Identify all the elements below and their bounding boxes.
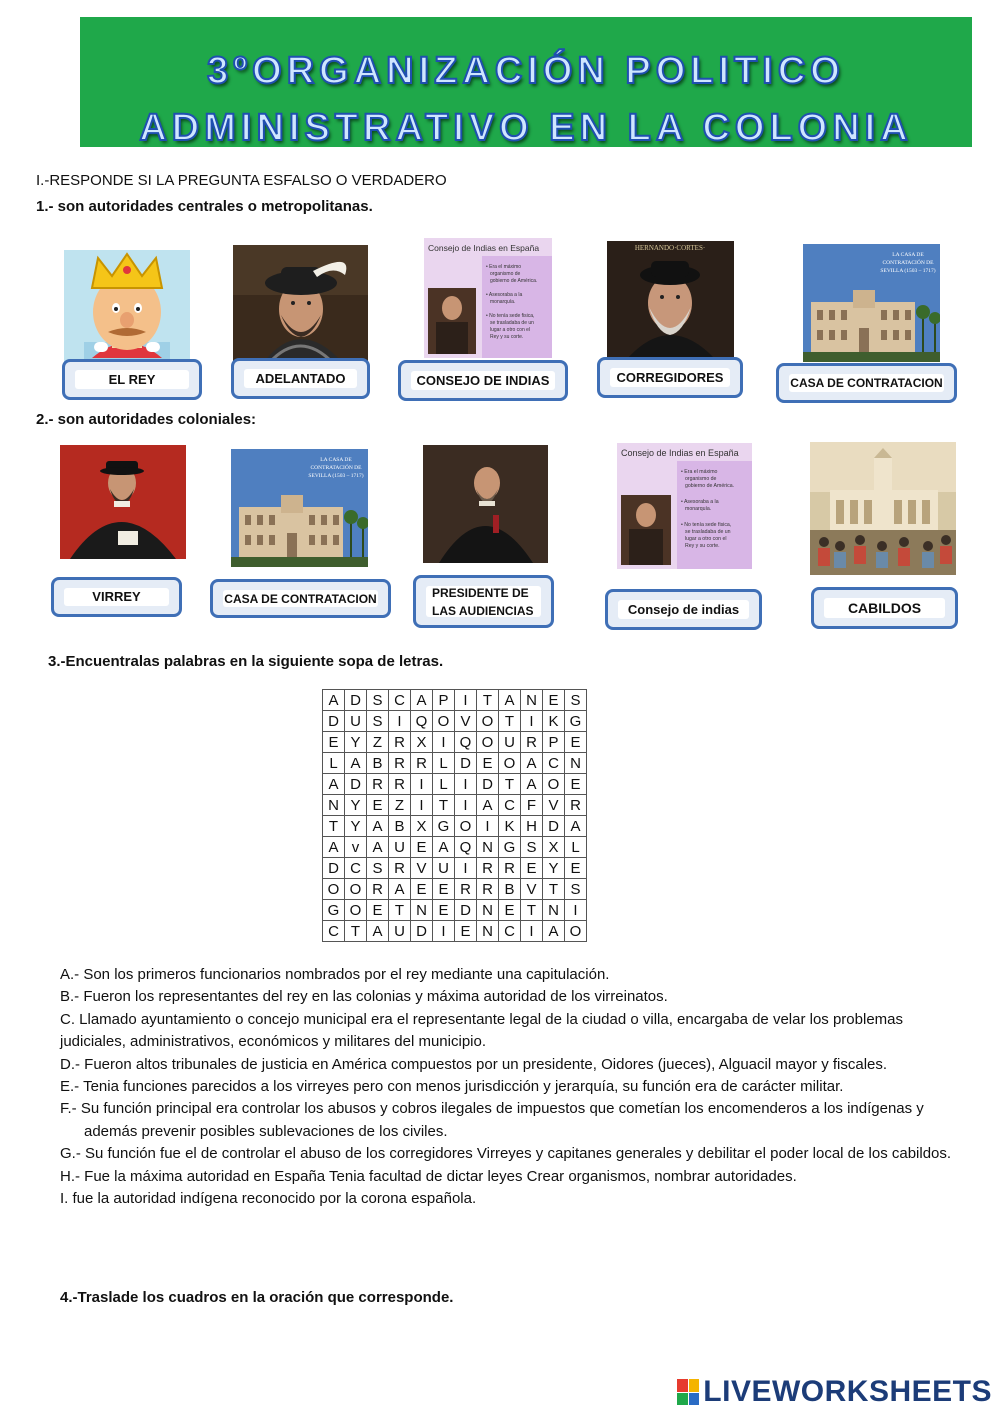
svg-text:• Era el máximo: • Era el máximo: [486, 264, 522, 270]
question-2: 2.- son autoridades coloniales:: [36, 411, 257, 428]
grid-cell[interactable]: X: [543, 837, 565, 858]
grid-cell[interactable]: O: [477, 711, 499, 732]
grid-cell[interactable]: N: [477, 900, 499, 921]
grid-row: [323, 732, 587, 753]
grid-cell[interactable]: C: [345, 858, 367, 879]
definition-i: I. fue la autoridad indígena reconocido por la corona española.: [60, 1190, 477, 1208]
grid-cell[interactable]: X: [411, 732, 433, 753]
grid-cell[interactable]: Y: [345, 816, 367, 837]
conquistador-portrait-image: [233, 245, 368, 363]
grid-cell[interactable]: Y: [345, 795, 367, 816]
grid-cell[interactable]: E: [565, 858, 587, 879]
grid-cell[interactable]: R: [455, 879, 477, 900]
label-line-2: LAS AUDIENCIAS: [432, 603, 534, 618]
grid-cell[interactable]: R: [367, 774, 389, 795]
grid-cell[interactable]: O: [455, 816, 477, 837]
grid-cell[interactable]: R: [477, 879, 499, 900]
grid-cell[interactable]: V: [521, 879, 543, 900]
grid-cell[interactable]: O: [543, 774, 565, 795]
grid-cell[interactable]: D: [345, 690, 367, 711]
grid-cell[interactable]: L: [323, 753, 345, 774]
label-box-cabildos[interactable]: CABILDOS: [811, 587, 958, 629]
svg-text:se trasladaba de un: se trasladaba de un: [685, 529, 731, 535]
grid-cell[interactable]: O: [345, 879, 367, 900]
grid-cell[interactable]: D: [455, 900, 477, 921]
label-box-casa-de-contratacion[interactable]: CASA DE CONTRATACION: [776, 363, 957, 403]
grid-cell[interactable]: I: [455, 795, 477, 816]
definition-f: F.- Su función principal era controlar los abusos y cobros ilegales de impuestos que cometían los encomenderos a los indígenas y además prevenir posibles sublevaciones de los civiles.: [60, 1100, 924, 1140]
definition-g: G.- Su función fue el de controlar el abuso de los corregidores Virreyes y capitanes generales y debilitar el poder local de los cabildos.: [60, 1145, 952, 1163]
grid-cell[interactable]: v: [345, 837, 367, 858]
grid-cell[interactable]: R: [565, 795, 587, 816]
grid-cell[interactable]: E: [455, 921, 477, 942]
svg-text:gobierno de América.: gobierno de América.: [490, 278, 538, 284]
svg-text:monarquía.: monarquía.: [490, 299, 516, 305]
grid-cell[interactable]: S: [367, 858, 389, 879]
grid-cell[interactable]: I: [433, 921, 455, 942]
label-box-el-rey[interactable]: EL REY: [62, 359, 202, 400]
definition-b: B.- Fueron los representantes del rey en las colonias y máxima autoridad de los virreinatos.: [60, 988, 668, 1006]
grid-cell[interactable]: T: [345, 921, 367, 942]
grid-cell[interactable]: Q: [411, 711, 433, 732]
grid-cell[interactable]: R: [477, 858, 499, 879]
grid-cell[interactable]: I: [565, 900, 587, 921]
grid-cell[interactable]: P: [543, 732, 565, 753]
grid-cell[interactable]: C: [499, 795, 521, 816]
svg-text:gobierno de América.: gobierno de América.: [685, 483, 735, 489]
grid-cell[interactable]: I: [411, 774, 433, 795]
svg-text:organismo de: organismo de: [685, 476, 717, 482]
grid-cell[interactable]: E: [477, 753, 499, 774]
title-line-1: 3ºORGANIZACIÓN POLITICO: [207, 50, 845, 92]
grid-cell[interactable]: D: [345, 774, 367, 795]
grid-cell[interactable]: G: [323, 900, 345, 921]
grid-cell[interactable]: A: [521, 774, 543, 795]
grid-cell[interactable]: A: [499, 690, 521, 711]
grid-cell[interactable]: C: [389, 690, 411, 711]
question-4: 4.-Traslade los cuadros en la oración que corresponde.: [60, 1289, 454, 1306]
grid-cell[interactable]: E: [499, 900, 521, 921]
svg-text:• No tenía sede fisica,: • No tenía sede fisica,: [681, 522, 732, 528]
svg-text:monarquía.: monarquía.: [685, 506, 712, 512]
svg-text:lugar a otro con el: lugar a otro con el: [685, 536, 727, 542]
label-box-adelantado[interactable]: ADELANTADO: [231, 358, 370, 399]
cortes-portrait-image: [607, 241, 734, 359]
grid-cell[interactable]: A: [367, 837, 389, 858]
grid-cell[interactable]: F: [521, 795, 543, 816]
grid-cell[interactable]: Q: [455, 732, 477, 753]
grid-cell[interactable]: E: [565, 774, 587, 795]
grid-cell[interactable]: A: [521, 753, 543, 774]
grid-cell[interactable]: L: [433, 753, 455, 774]
grid-cell[interactable]: S: [565, 690, 587, 711]
grid-cell[interactable]: R: [521, 732, 543, 753]
svg-text:organismo de: organismo de: [490, 271, 521, 277]
grid-cell[interactable]: D: [323, 711, 345, 732]
consejo-indias-slide-1: [424, 238, 552, 358]
grid-cell[interactable]: D: [477, 774, 499, 795]
grid-cell[interactable]: E: [323, 732, 345, 753]
grid-cell[interactable]: U: [345, 711, 367, 732]
definition-a: A.- Son los primeros funcionarios nombrados por el rey mediante una capitulación.: [60, 966, 610, 983]
instruction: I.-RESPONDE SI LA PREGUNTA ESFALSO O VERDADERO: [36, 172, 447, 189]
grid-cell[interactable]: A: [477, 795, 499, 816]
grid-row: [323, 921, 587, 942]
grid-cell[interactable]: L: [565, 837, 587, 858]
grid-cell[interactable]: G: [499, 837, 521, 858]
grid-cell[interactable]: D: [323, 858, 345, 879]
grid-cell[interactable]: V: [543, 795, 565, 816]
grid-row: [323, 795, 587, 816]
grid-cell[interactable]: T: [477, 690, 499, 711]
grid-cell[interactable]: A: [433, 837, 455, 858]
svg-text:se trasladaba de un: se trasladaba de un: [490, 320, 534, 326]
svg-text:• Asesoraba a la: • Asesoraba a la: [681, 499, 719, 505]
svg-text:• No tenía sede fisica,: • No tenía sede fisica,: [486, 313, 535, 319]
grid-cell[interactable]: E: [543, 690, 565, 711]
grid-cell[interactable]: V: [455, 711, 477, 732]
grid-cell[interactable]: Z: [367, 732, 389, 753]
grid-cell[interactable]: O: [565, 921, 587, 942]
grid-row: [323, 816, 587, 837]
grid-cell[interactable]: E: [565, 732, 587, 753]
grid-cell[interactable]: T: [323, 816, 345, 837]
cabildo-painting-image: [810, 442, 956, 575]
grid-cell[interactable]: S: [521, 837, 543, 858]
grid-cell[interactable]: K: [543, 711, 565, 732]
grid-cell[interactable]: G: [565, 711, 587, 732]
grid-cell[interactable]: A: [323, 774, 345, 795]
title-banner: [80, 17, 972, 147]
grid-cell[interactable]: A: [367, 921, 389, 942]
svg-text:CONTRATACIÓN DE: CONTRATACIÓN DE: [882, 260, 934, 266]
grid-cell[interactable]: R: [389, 774, 411, 795]
grid-cell[interactable]: Y: [543, 858, 565, 879]
grid-cell[interactable]: R: [367, 879, 389, 900]
king-cartoon-image: [64, 250, 190, 363]
grid-cell[interactable]: P: [433, 690, 455, 711]
grid-cell[interactable]: T: [499, 774, 521, 795]
grid-cell[interactable]: N: [521, 690, 543, 711]
grid-cell[interactable]: N: [565, 753, 587, 774]
grid-cell[interactable]: A: [543, 921, 565, 942]
grid-cell[interactable]: R: [411, 753, 433, 774]
grid-cell[interactable]: N: [477, 921, 499, 942]
grid-cell[interactable]: I: [389, 711, 411, 732]
grid-cell[interactable]: O: [323, 879, 345, 900]
grid-cell[interactable]: D: [543, 816, 565, 837]
grid-cell[interactable]: N: [323, 795, 345, 816]
building-caption-1: LA CASA DE: [892, 252, 924, 258]
question-3: 3.-Encuentralas palabras en la siguiente sopa de letras.: [48, 653, 444, 670]
grid-cell[interactable]: I: [477, 816, 499, 837]
svg-text:Rey y su corte.: Rey y su corte.: [685, 543, 720, 549]
grid-row: [323, 837, 587, 858]
grid-row: [323, 879, 587, 900]
grid-cell[interactable]: R: [389, 753, 411, 774]
grid-cell[interactable]: I: [521, 921, 543, 942]
casa-contratacion-image-2: [231, 449, 368, 567]
grid-cell[interactable]: I: [455, 774, 477, 795]
slide-title-2: Consejo de Indias en España: [621, 448, 739, 458]
grid-cell[interactable]: X: [411, 816, 433, 837]
grid-cell[interactable]: I: [433, 732, 455, 753]
grid-cell[interactable]: E: [433, 900, 455, 921]
grid-cell[interactable]: A: [323, 690, 345, 711]
grid-cell[interactable]: O: [477, 732, 499, 753]
grid-cell[interactable]: G: [433, 816, 455, 837]
grid-cell[interactable]: D: [455, 753, 477, 774]
grid-cell[interactable]: S: [367, 690, 389, 711]
grid-cell[interactable]: R: [499, 858, 521, 879]
grid-cell[interactable]: S: [565, 879, 587, 900]
grid-row: [323, 690, 587, 711]
grid-cell[interactable]: U: [389, 921, 411, 942]
grid-cell[interactable]: A: [411, 690, 433, 711]
grid-cell[interactable]: O: [499, 753, 521, 774]
grid-row: [323, 774, 587, 795]
svg-text:Rey y su corte.: Rey y su corte.: [490, 334, 524, 340]
grid-cell[interactable]: I: [455, 690, 477, 711]
grid-cell[interactable]: I: [455, 858, 477, 879]
grid-cell[interactable]: E: [433, 879, 455, 900]
grid-cell[interactable]: A: [565, 816, 587, 837]
grid-cell[interactable]: B: [389, 816, 411, 837]
label-box-presidente-audiencias[interactable]: [413, 575, 554, 628]
grid-cell[interactable]: T: [389, 900, 411, 921]
definition-h: H.- Fue la máxima autoridad en España Tenia facultad de dictar leyes Crear organismos, nombrar autoridades.: [60, 1167, 797, 1185]
grid-cell[interactable]: E: [411, 837, 433, 858]
svg-text:SEVILLA (1503 – 1717): SEVILLA (1503 – 1717): [308, 473, 364, 479]
grid-row: [323, 858, 587, 879]
grid-cell[interactable]: E: [367, 900, 389, 921]
virrey-portrait-image: [60, 445, 186, 559]
grid-cell[interactable]: U: [499, 732, 521, 753]
grid-cell[interactable]: V: [411, 858, 433, 879]
grid-cell[interactable]: R: [389, 732, 411, 753]
label-box-virrey[interactable]: VIRREY: [51, 577, 182, 617]
grid-cell[interactable]: O: [345, 900, 367, 921]
definition-e: E.- Tenia funciones parecidos a los virreyes pero con menos jurisdicción y jerarquía, su función era de carácter militar.: [60, 1078, 844, 1096]
grid-cell[interactable]: O: [433, 711, 455, 732]
svg-text:• Asesoraba a la: • Asesoraba a la: [486, 292, 523, 298]
grid-cell[interactable]: N: [477, 837, 499, 858]
portrait-caption: HERNANDO·CORTES·: [634, 244, 706, 252]
grid-cell[interactable]: Z: [389, 795, 411, 816]
label-box-corregidores[interactable]: CORREGIDORES: [597, 357, 743, 398]
slide-title: Consejo de Indias en España: [428, 243, 540, 253]
grid-cell[interactable]: Y: [345, 732, 367, 753]
grid-cell[interactable]: C: [323, 921, 345, 942]
grid-cell[interactable]: H: [521, 816, 543, 837]
label-box-casa-de-contratacion-2[interactable]: CASA DE CONTRATACION: [210, 579, 391, 618]
grid-cell[interactable]: A: [345, 753, 367, 774]
grid-cell[interactable]: A: [323, 837, 345, 858]
svg-text:lugar a otro con el: lugar a otro con el: [490, 327, 531, 333]
grid-cell[interactable]: D: [411, 921, 433, 942]
grid-cell[interactable]: I: [411, 795, 433, 816]
grid-row: [323, 900, 587, 921]
grid-cell[interactable]: C: [499, 921, 521, 942]
grid-cell[interactable]: T: [433, 795, 455, 816]
grid-cell[interactable]: B: [499, 879, 521, 900]
svg-text:• Era el máximo: • Era el máximo: [681, 469, 718, 475]
grid-row: [323, 711, 587, 732]
grid-cell[interactable]: S: [367, 711, 389, 732]
grid-cell[interactable]: A: [367, 816, 389, 837]
grid-cell[interactable]: T: [521, 900, 543, 921]
title-line-2: ADMINISTRATIVO EN LA COLONIA: [139, 107, 913, 149]
question-1: 1.- son autoridades centrales o metropolitanas.: [36, 198, 373, 215]
grid-cell[interactable]: U: [433, 858, 455, 879]
grid-cell[interactable]: U: [389, 837, 411, 858]
grid-cell[interactable]: K: [499, 816, 521, 837]
grid-row: [323, 753, 587, 774]
grid-cell[interactable]: T: [543, 879, 565, 900]
consejo-indias-slide-2: [617, 443, 752, 569]
definition-c: C. Llamado ayuntamiento o concejo municipal era el representante legal de la ciudad o villa, encargaba de velar los problemas judiciales, administrativos, económicos y militares del municipio.: [60, 1010, 904, 1051]
word-search-grid: [322, 689, 587, 942]
building-caption-2: LA CASA DE: [320, 457, 352, 463]
grid-cell[interactable]: N: [543, 900, 565, 921]
grid-cell[interactable]: L: [433, 774, 455, 795]
svg-text:CONTRATACIÓN DE: CONTRATACIÓN DE: [310, 465, 362, 471]
grid-cell[interactable]: E: [521, 858, 543, 879]
grid-cell[interactable]: N: [411, 900, 433, 921]
label-line-1: PRESIDENTE DE: [432, 585, 529, 600]
liveworksheets-logo: LIVEWORKSHEETS: [677, 1375, 992, 1409]
definitions-list: [60, 964, 960, 1210]
label-box-consejo-de-indias-2[interactable]: Consejo de indias: [605, 589, 762, 630]
svg-text:SEVILLA (1503 – 1717): SEVILLA (1503 – 1717): [880, 268, 936, 274]
grid-cell[interactable]: C: [543, 753, 565, 774]
grid-cell[interactable]: E: [367, 795, 389, 816]
grid-cell[interactable]: I: [521, 711, 543, 732]
grid-cell[interactable]: E: [411, 879, 433, 900]
liveworksheets-icon: [677, 1379, 699, 1405]
grid-cell[interactable]: Q: [455, 837, 477, 858]
definition-d: D.- Fueron altos tribunales de justicia en América compuestos por un presidente, Oidores (jueces), Alguacil mayor y fiscales.: [60, 1055, 888, 1073]
label-box-consejo-de-indias[interactable]: CONSEJO DE INDIAS: [398, 360, 568, 401]
grid-cell[interactable]: A: [389, 879, 411, 900]
casa-contratacion-image-1: [803, 244, 940, 362]
grid-cell[interactable]: T: [499, 711, 521, 732]
grid-cell[interactable]: R: [389, 858, 411, 879]
presidente-portrait-image: [423, 445, 548, 563]
grid-cell[interactable]: B: [367, 753, 389, 774]
